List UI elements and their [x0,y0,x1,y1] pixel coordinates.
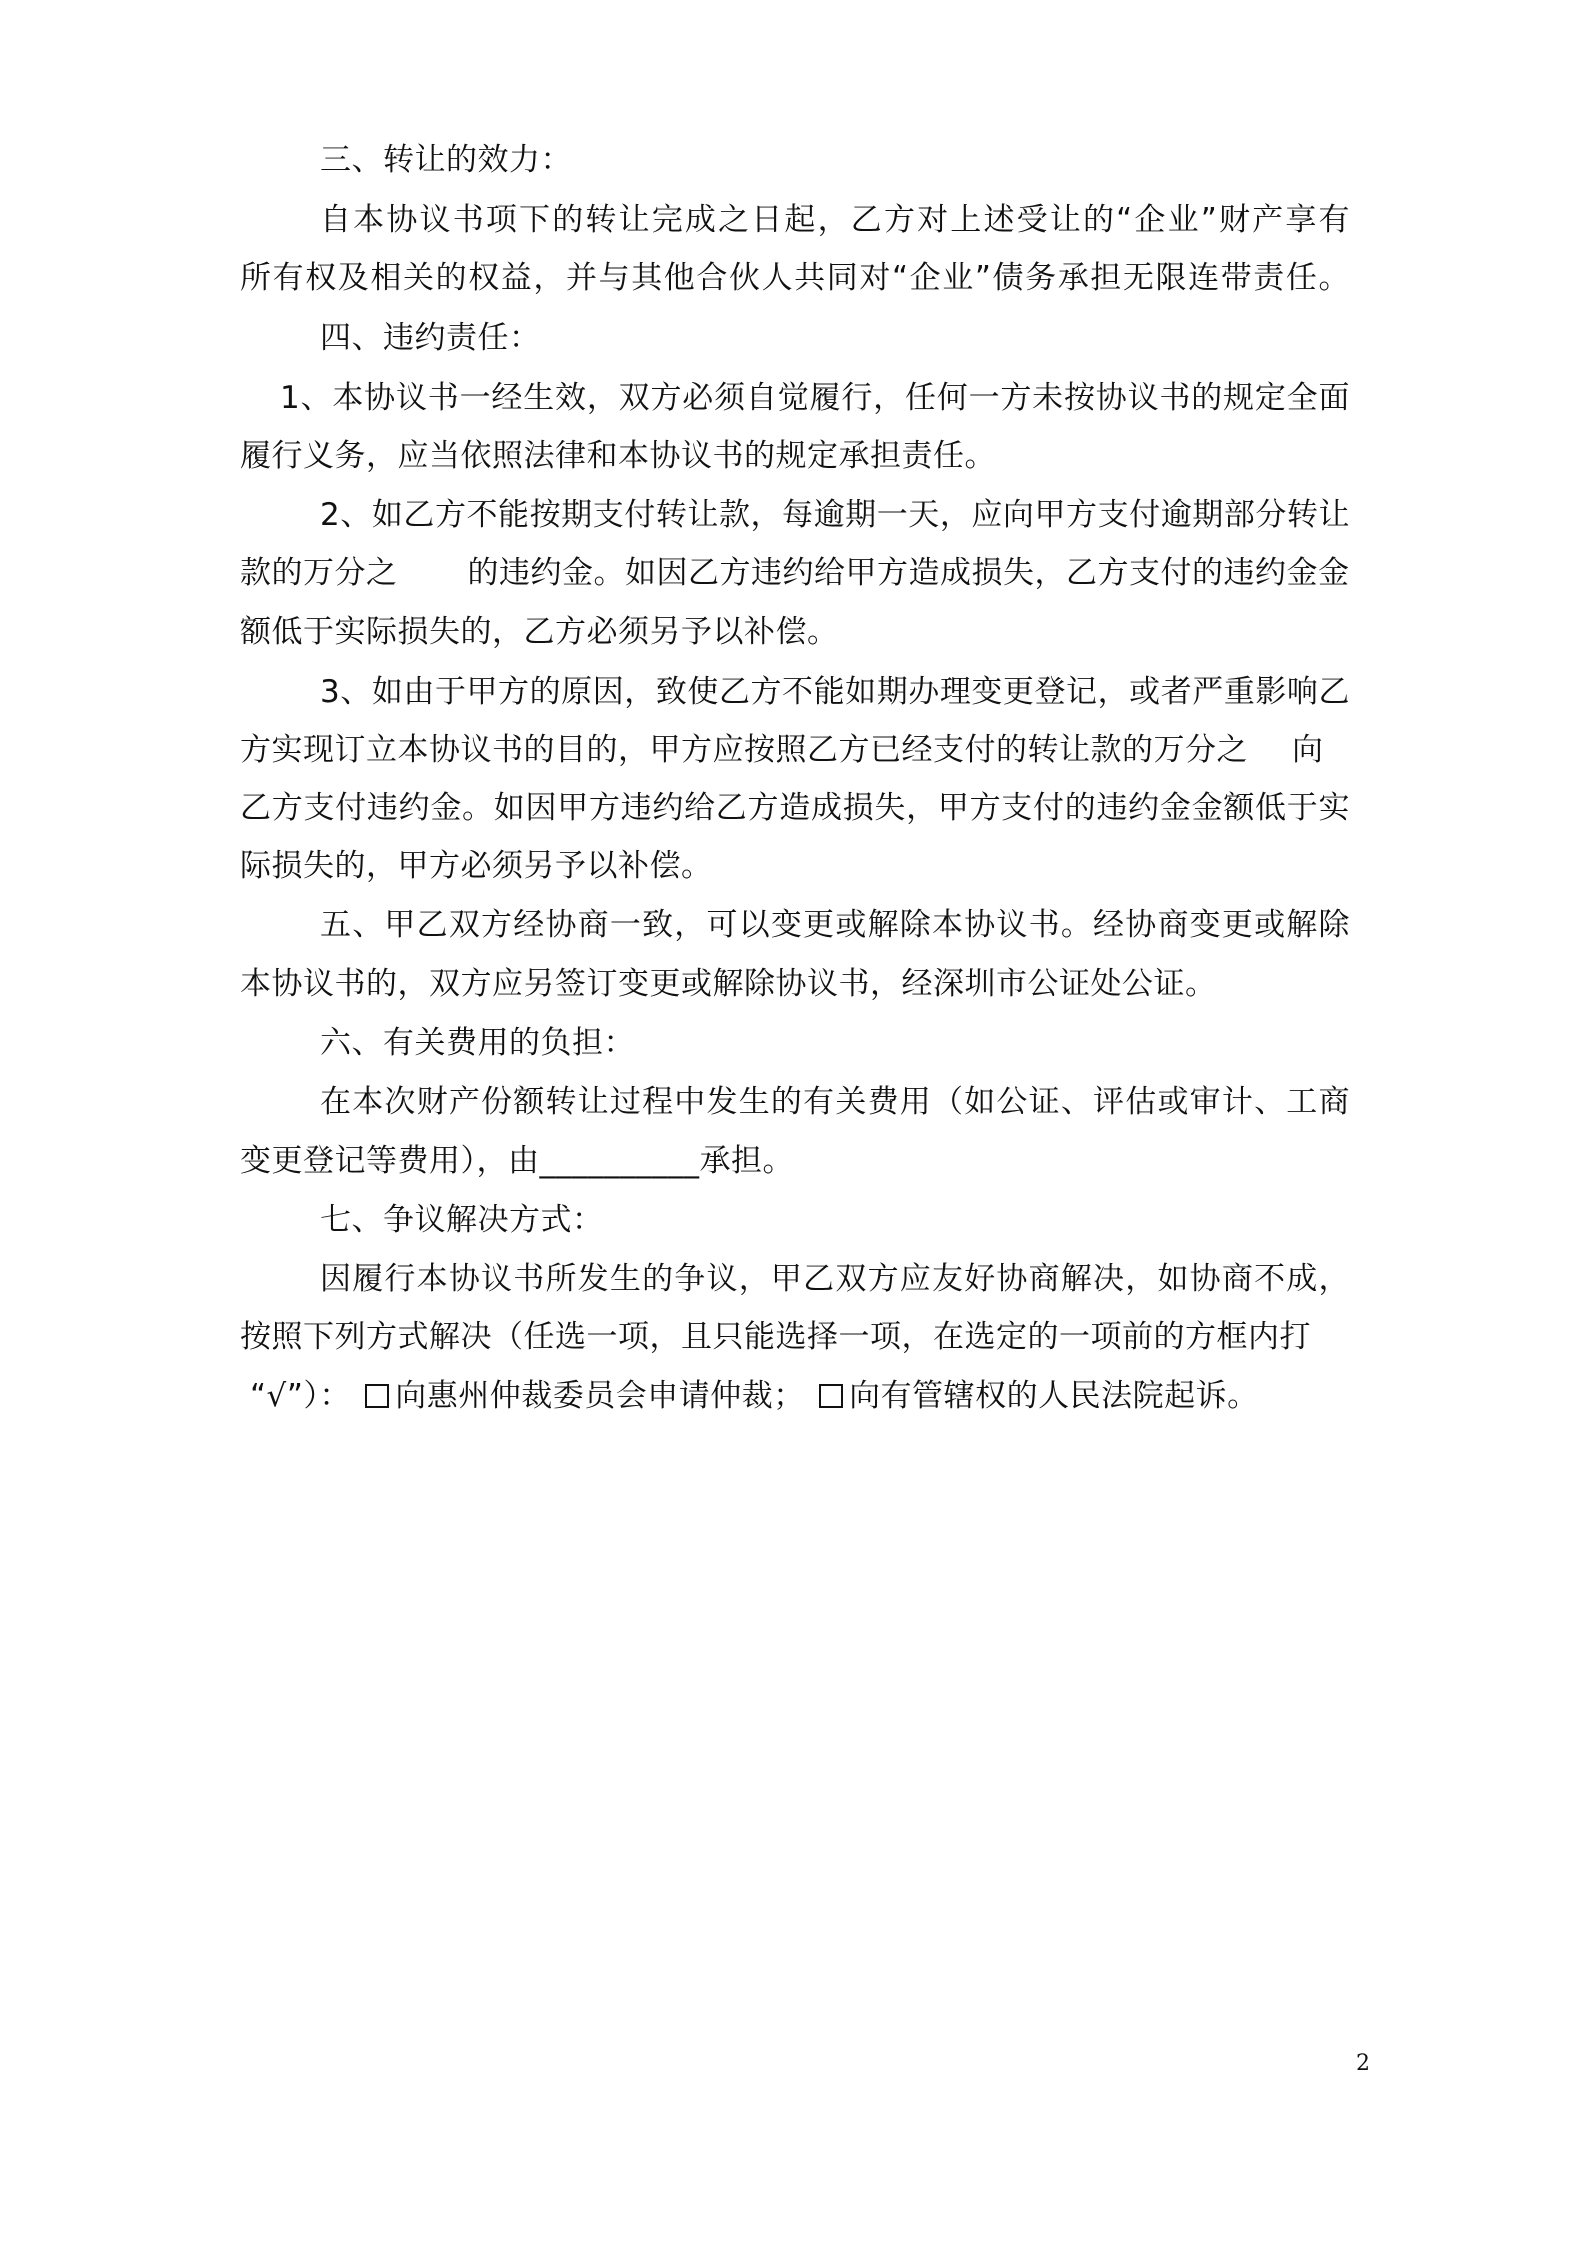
dispute-options-line [250,1376,1370,1416]
list-item-2-text: 款的万分之 [240,555,398,591]
paragraph-line: 变更登记等费用），由__________承担。 [240,1143,794,1179]
arbitration-option-label: 向惠州仲裁委员会申请仲裁； [395,1378,805,1414]
list-item-3-text: 方实现订立本协议书的目的，甲方应按照乙方已经支付的转让款的万分之 [240,732,1248,768]
section-5-line: 本协议书的，双方应另签订变更或解除协议书，经深圳市公证处公证。 [240,966,1217,1002]
arbitration-checkbox[interactable] [365,1384,389,1408]
checkmark-instruction: “√”）： [250,1378,351,1414]
paragraph-line: 在本次财产份额转让过程中发生的有关费用（如公证、评估或审计、工商 [320,1084,1350,1120]
list-item-2-line: 额低于实际损失的，乙方必须另予以补偿。 [240,614,839,650]
list-item-3-line: 乙方支付违约金。如因甲方违约给乙方造成损失，甲方支付的违约金金额低于实 [240,790,1350,826]
list-item-3-line: 际损失的，甲方必须另予以补偿。 [240,848,713,884]
list-item-2-line: 2、如乙方不能按期支付转让款，每逾期一天，应向甲方支付逾期部分转让 [320,497,1350,533]
list-item-1-line: 履行义务，应当依照法律和本协议书的规定承担责任。 [240,438,996,474]
list-item-2-text: 的违约金。如因乙方违约给甲方造成损失，乙方支付的违约金金 [467,555,1350,591]
paragraph-line: 所有权及相关的权益，并与其他合伙人共同对“企业”债务承担无限连带责任。 [240,260,1350,296]
list-item-3-line: 3、如由于甲方的原因，致使乙方不能如期办理变更登记，或者严重影响乙 [320,674,1350,710]
section-heading-6: 六、有关费用的负担： [320,1025,635,1061]
list-item-2-line [240,553,1360,593]
paragraph-line: 因履行本协议书所发生的争议，甲乙双方应友好协商解决，如协商不成， [320,1261,1350,1297]
list-item-1-line: 1、本协议书一经生效，双方必须自觉履行，任何一方未按协议书的规定全面 [280,380,1350,416]
court-checkbox[interactable] [819,1384,843,1408]
section-heading-3: 三、转让的效力： [320,142,572,178]
paragraph-line: 自本协议书项下的转让完成之日起，乙方对上述受让的“企业”财产享有 [320,202,1350,238]
section-heading-4: 四、违约责任： [320,320,541,356]
page-number: 2 [1356,2051,1370,2076]
section-5-line: 五、甲乙双方经协商一致，可以变更或解除本协议书。经协商变更或解除 [320,907,1350,943]
list-item-3-line [240,730,1360,770]
list-item-3-text: 向 [1292,732,1324,768]
paragraph-line: 按照下列方式解决（任选一项，且只能选择一项，在选定的一项前的方框内打 [240,1319,1311,1355]
court-option-label: 向有管辖权的人民法院起诉。 [849,1378,1259,1414]
section-heading-7: 七、争议解决方式： [320,1202,604,1238]
